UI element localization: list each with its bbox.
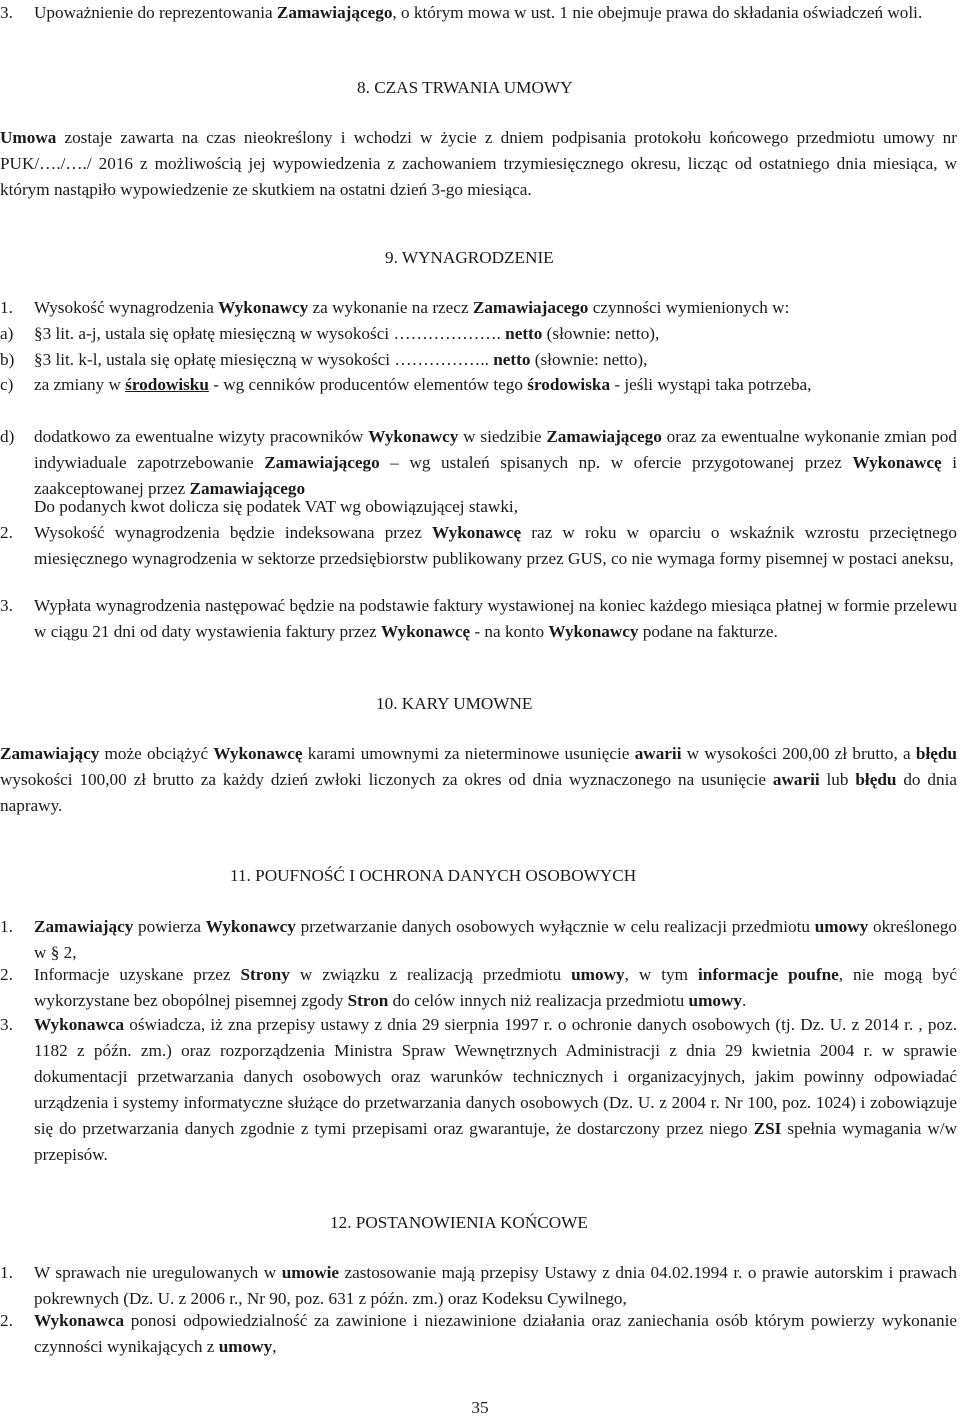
item-text: dodatkowo za ewentualne wizyty pracowników Wykonawcy w siedzibie Zamawiającego oraz za ewentualne wykonanie zmian pod indywiaduale zapotrzebowanie Zamawiającego – wg ustaleń spisanych np. w ofercie przygotowanej przez Wykonawcę i zaakceptowanej przez Zamawiającego bbox=[34, 427, 957, 498]
section-heading-10: 10. KARY UMOWNE bbox=[376, 694, 533, 713]
item-number: 2. bbox=[0, 1311, 13, 1330]
sec11-item-2 bbox=[0, 962, 957, 1014]
section-heading-11: 11. POUFNOŚĆ I OCHRONA DANYCH OSOBOWYCH bbox=[230, 866, 637, 885]
sec11-item-3 bbox=[0, 1012, 957, 1168]
sec9-item-3 bbox=[0, 593, 957, 645]
item-text: Zamawiający powierza Wykonawcy przetwarzanie danych osobowych wyłącznie w celu realizacji przedmiotu umowy określonego w § 2, bbox=[34, 917, 957, 962]
sec9-sub-c bbox=[0, 372, 957, 398]
item-text: Wykonawca ponosi odpowiedzialność za zawinione i niezawinione działania oraz zaniechania osób którym powierzy wykonanie czynności wynikających z umowy, bbox=[34, 1311, 957, 1356]
item-letter: b) bbox=[0, 350, 15, 369]
section-heading-12: 12. POSTANOWIENIA KOŃCOWE bbox=[330, 1213, 588, 1232]
section-heading-8: 8. CZAS TRWANIA UMOWY bbox=[357, 78, 573, 97]
item-letter: d) bbox=[0, 427, 15, 446]
item-letter: c) bbox=[0, 375, 14, 394]
item-number: 2. bbox=[0, 965, 13, 984]
item-text: W sprawach nie uregulowanych w umowie zastosowanie mają przepisy Ustawy z dnia 04.02.1994 r. o prawie autorskim i prawach pokrewnych (Dz. U. z 2006 r., Nr 90, poz. 631 z późn. zm.) oraz Kodeksu Cywilnego, bbox=[34, 1263, 957, 1308]
item-text: Upoważnienie do reprezentowania Zamawiającego, o którym mowa w ust. 1 nie obejmuje prawa do składania oświadczeń woli. bbox=[34, 3, 923, 22]
item-text: Wykonawca oświadcza, iż zna przepisy ustawy z dnia 29 sierpnia 1997 r. o ochronie danych osobowych (tj. Dz. U. z 2014 r. , poz. 1182 z późn. zm.) oraz rozporządzenia Ministra Spraw Wewnętrznych Administracji z dnia 29 kwietnia 2004 r. w sprawie dokumentacji przetwarzania danych osobowych oraz warunków technicznych i organizacyjnych, jakim powinny odpowiadać urządzenia i systemy informatyczne służące do przetwarzania danych osobowych (Dz. U. z 2004 r. Nr 100, poz. 1024) i zobowiązuje się do przetwarzania danych zgodnie z tymi przepisami oraz gwarantuje, że dostarczony przez niego ZSI spełnia wymagania w/w przepisów. bbox=[34, 1015, 957, 1164]
sec9-item-2 bbox=[0, 520, 957, 572]
item-number: 1. bbox=[0, 917, 13, 936]
item-number: 3. bbox=[0, 596, 13, 615]
sec12-item-1 bbox=[0, 1260, 957, 1312]
section-heading-9: 9. WYNAGRODZENIE bbox=[385, 248, 554, 267]
item-text: za zmiany w środowisku - wg cenników producentów elementów tego środowiska - jeśli wystąpi taka potrzeba, bbox=[34, 375, 812, 394]
sec9-sub-a bbox=[0, 321, 957, 347]
item-text: Wysokość wynagrodzenia Wykonawcy za wykonanie na rzecz Zamawiajacego czynności wymienionych w: bbox=[34, 298, 790, 317]
sec10-paragraph: Zamawiający może obciążyć Wykonawcę karami umownymi za nieterminowe usunięcie awarii w wysokości 200,00 zł brutto, a błędu wysokości 100,00 zł brutto za każdy dzień zwłoki liczonych za okres od dnia wyznaczonego na usunięcie awarii lub błędu do dnia naprawy. bbox=[0, 744, 957, 815]
sec8-paragraph: Umowa zostaje zawarta na czas nieokreślony i wchodzi w życie z dniem podpisania protokołu końcowego przedmiotu umowy nr PUK/…./…./ 2016 z możliwością jej wypowiedzenia z zachowaniem trzymiesięcznego okresu, licząc od ostatniego dnia miesiąca, w którym nastąpiło wypowiedzenie ze skutkiem na ostatni dzień 3-go miesiąca. bbox=[0, 128, 957, 199]
item-text: §3 lit. a-j, ustala się opłatę miesięczną w wysokości ………………. netto (słownie: netto), bbox=[34, 324, 660, 343]
sec9-item-1 bbox=[0, 295, 957, 321]
sec11-item-1 bbox=[0, 914, 957, 966]
sec9-sub-d bbox=[0, 424, 957, 502]
item-text: Informacje uzyskane przez Strony w związku z realizacją przedmiotu umowy, w tym informacje poufne, nie mogą być wykorzystane bez obopólnej pisemnej zgody Stron do celów innych niż realizacja przedmiotu umowy. bbox=[34, 965, 958, 1010]
item-letter: a) bbox=[0, 324, 14, 343]
page-number: 35 bbox=[471, 1398, 489, 1417]
sec7-item-3 bbox=[0, 0, 957, 26]
sec12-item-2 bbox=[0, 1308, 957, 1360]
item-number: 2. bbox=[0, 523, 13, 542]
item-text: §3 lit. k-l, ustala się opłatę miesięczną w wysokości …………….. netto (słownie: netto), bbox=[34, 350, 648, 369]
item-number: 3. bbox=[0, 3, 13, 22]
sec9-sub-b bbox=[0, 347, 957, 373]
item-number: 1. bbox=[0, 298, 13, 317]
item-number: 1. bbox=[0, 1263, 13, 1282]
item-text: Wysokość wynagrodzenia będzie indeksowana przez Wykonawcę raz w roku w oparciu o wskaźnik wzrostu przeciętnego miesięcznego wynagrodzenia w sektorze przedsiębiorstw publikowany przez GUS, co nie wymaga formy pisemnej w postaci aneksu, bbox=[34, 523, 957, 568]
vat-note: Do podanych kwot dolicza się podatek VAT wg obowiązującej stawki, bbox=[34, 497, 519, 516]
item-number: 3. bbox=[0, 1015, 13, 1034]
item-text: Wypłata wynagrodzenia następować będzie na podstawie faktury wystawionej na koniec każdego miesiąca płatnej w formie przelewu w ciągu 21 dni od daty wystawienia faktury przez Wykonawcę - na konto Wykonawcy podane na fakturze. bbox=[34, 596, 957, 641]
